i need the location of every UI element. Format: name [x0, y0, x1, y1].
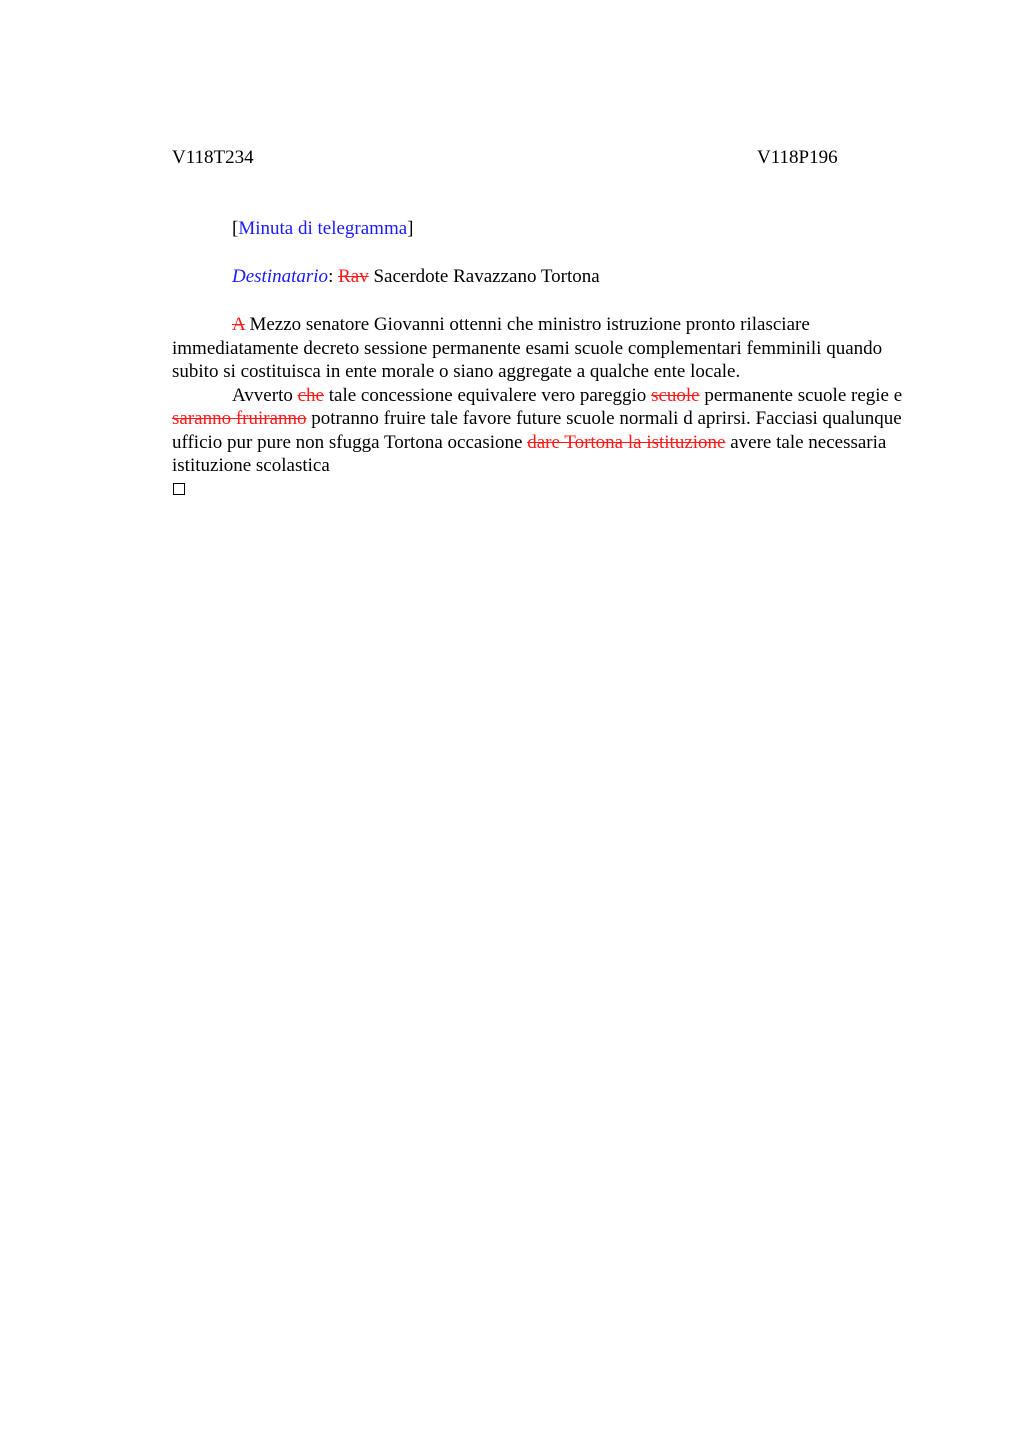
title-close-bracket: ]	[407, 218, 414, 239]
telegram-body	[172, 313, 912, 478]
deleted-word: che	[297, 384, 324, 406]
paragraph-text: tale concessione equivalere vero pareggio	[328, 384, 647, 406]
paragraph-text: Avverto	[232, 384, 293, 406]
document-code-left: V118T234	[172, 147, 254, 168]
paragraph-1	[172, 313, 912, 384]
recipient-label: Destinatario	[232, 266, 329, 287]
document-title	[232, 218, 414, 240]
recipient-colon: :	[328, 266, 334, 287]
deleted-word: saranno fruiranno	[172, 408, 307, 429]
deleted-word: A	[232, 314, 245, 335]
paragraph-text: avere tale necessaria istituzione scolastica	[172, 431, 887, 476]
paragraph-text: Mezzo senatore Giovanni ottenni che ministro istruzione pronto rilasciare immediatamente decreto sessione permanente esami scuole complementari femminili quando subito si costituisca in ente morale o siano aggregate a qualche ente locale.	[172, 314, 883, 382]
deleted-word: scuole	[651, 384, 700, 406]
empty-square-icon	[173, 483, 185, 495]
deleted-word: dare Tortona la istituzione	[527, 431, 726, 453]
paragraph-text: potranno fruire tale favore future scuole normali d aprirsi. Facciasi qualunque ufficio pur pure non sfugga Tortona occasione	[172, 408, 902, 453]
title-text: Minuta di telegramma	[238, 218, 408, 239]
paragraph-text: permanente scuole regie e	[704, 384, 903, 406]
paragraph-2	[172, 384, 912, 478]
document-code-right: V118P196	[757, 147, 838, 168]
recipient-name: Sacerdote Ravazzano Tortona	[373, 266, 600, 287]
title-open-bracket: [	[232, 218, 239, 239]
recipient-line	[232, 266, 600, 288]
recipient-deleted-text: Rav	[338, 266, 369, 287]
